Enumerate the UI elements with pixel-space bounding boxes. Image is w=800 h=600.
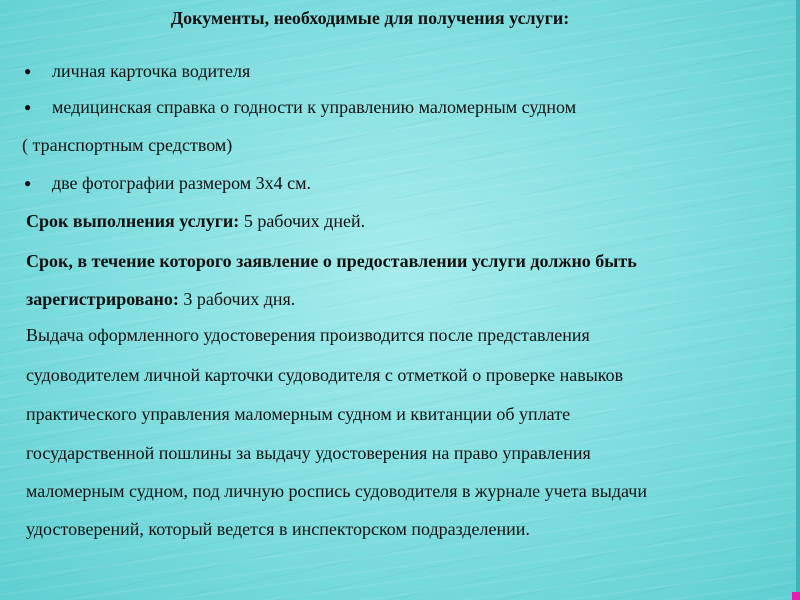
slide-title: Документы, необходимые для получения услуги: <box>170 8 570 28</box>
service-term-label: Срок выполнения услуги: <box>26 211 240 231</box>
list-item-text: две фотографии размером 3х4 см. <box>52 173 312 193</box>
registration-label-line1: Срок, в течение которого заявление о предоставлении услуги должно быть <box>26 251 637 271</box>
bullet-dot-icon: ● <box>24 100 32 114</box>
paragraph-line: удостоверений, который ведется в инспекторском подразделении. <box>26 519 530 539</box>
paragraph-line: практического управления маломерным судном и квитанции об уплате <box>26 404 571 424</box>
service-term-value: 5 рабочих дней. <box>239 211 366 231</box>
corner-marker <box>792 592 800 600</box>
list-item-text: медицинская справка о годности к управлению маломерным судном <box>52 97 577 117</box>
slide-edge-bar <box>796 0 800 600</box>
list-item-continuation: ( транспортным средством) <box>22 135 233 155</box>
paragraph-line: судоводителем личной карточки судоводителя с отметкой о проверке навыков <box>26 365 624 385</box>
registration-term <box>26 288 295 310</box>
registration-value: 3 рабочих дня. <box>178 289 296 309</box>
service-term <box>26 210 365 232</box>
paragraph-line: маломерным судном, под личную роспись судоводителя в журнале учета выдачи <box>26 481 647 501</box>
registration-label-line2: зарегистрировано: <box>26 289 179 309</box>
paragraph-line: государственной пошлины за выдачу удостоверения на право управления <box>26 443 591 463</box>
bullet-dot-icon: ● <box>24 176 32 190</box>
paragraph-line: Выдача оформленного удостоверения производится после представления <box>26 325 590 345</box>
bullet-dot-icon: ● <box>24 64 32 78</box>
list-item-text: личная карточка водителя <box>52 61 251 81</box>
